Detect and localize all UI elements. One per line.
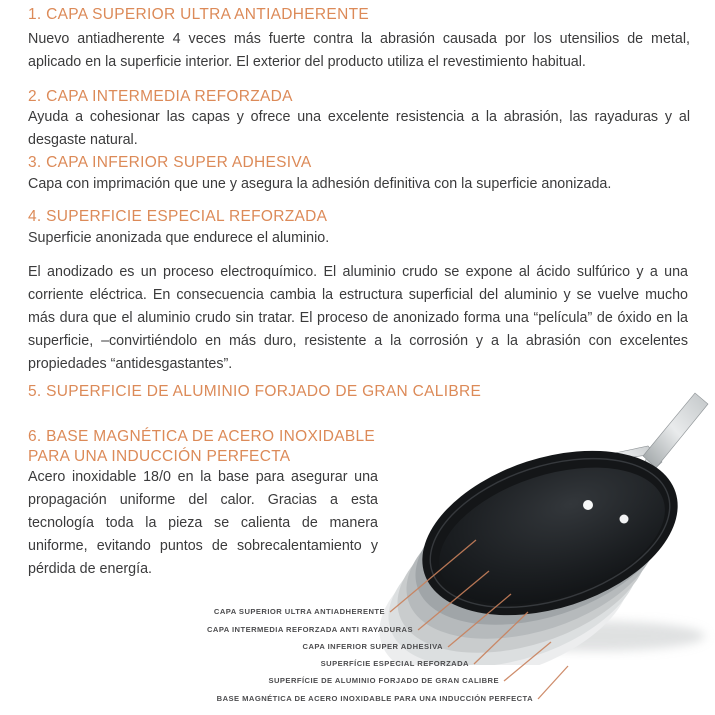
rivet-hole-1	[583, 500, 593, 510]
pan-layers-illustration	[350, 390, 715, 665]
section-6-body: Acero inoxidable 18/0 en la base para asegurar una propagación uniforme del calor. Gracias a esta tecnología toda la pieza se calienta de manera uniforme, evitando puntos de sobrecalentamiento y pérdida de energía.	[28, 469, 378, 577]
section-4-body: Superficie anonizada que endurece el aluminio.	[28, 230, 330, 246]
section-1-body: Nuevo antiadherente 4 veces más fuerte contra la abrasión causada por los utensilios de metal, aplicado en la superficie interior. El exterior del producto utiliza el revestimiento habitual.	[28, 31, 690, 70]
section-2-body: Ayuda a cohesionar las capas y ofrece una excelente resistencia a la abrasión, las rayaduras y al desgaste natural.	[28, 109, 690, 148]
layer-label-forged-aluminium: SUPERFÍCIE DE ALUMINIO FORJADO DE GRAN CALIBRE	[268, 676, 499, 685]
section-1-heading: 1. CAPA SUPERIOR ULTRA ANTIADHERENTE	[28, 6, 369, 23]
section-6-heading-line-1: 6. BASE MAGNÉTICA DE ACERO INOXIDABLE	[28, 428, 376, 445]
layer-label-magnetic-base: BASE MAGNÉTICA DE ACERO INOXIDABLE PARA UNA INDUCCIÓN PERFECTA	[216, 694, 533, 703]
section-6-heading	[28, 427, 388, 467]
section-3-body: Capa con imprimación que une y asegura la adhesión definitiva con la superficie anonizada.	[28, 176, 612, 192]
layer-label-top-coat: CAPA SUPERIOR ULTRA ANTIADHERENTE	[213, 607, 385, 616]
rivet-hole-2	[620, 515, 629, 524]
section-3-heading: 3. CAPA INFERIOR SUPER ADHESIVA	[28, 154, 312, 171]
layer-label-special-surface: SUPERFÍCIE ESPECIAL REFORZADA	[320, 659, 469, 668]
pan-handle-bar	[643, 393, 708, 468]
leader-line-6	[538, 666, 568, 699]
anodizing-paragraph: El anodizado es un proceso electroquímico. El aluminio crudo se expone al ácido sulfúrico y a una corriente eléctrica. En consecuencia cambia la estructura superficial del aluminio y se vuelve mucho más dura que el aluminio crudo sin tratar. El proceso de anonizado forma una “película” de óxido en la superficie, –convirtiéndolo en más duro, resistente a la corrosión y a la abrasión con excelentes propiedades “antidesgastantes”.	[28, 264, 688, 372]
layer-label-adhesive: CAPA INFERIOR SUPER ADHESIVA	[302, 642, 443, 651]
layer-label-intermediate: CAPA INTERMEDIA REFORZADA ANTI RAYADURAS	[206, 625, 413, 634]
section-6-heading-line-2: PARA UNA INDUCCIÓN PERFECTA	[28, 448, 291, 465]
section-4-heading: 4. SUPERFICIE ESPECIAL REFORZADA	[28, 208, 328, 225]
section-5-heading: 5. SUPERFICIE DE ALUMINIO FORJADO DE GRAN CALIBRE	[28, 383, 482, 400]
section-2-heading: 2. CAPA INTERMEDIA REFORZADA	[28, 88, 293, 105]
